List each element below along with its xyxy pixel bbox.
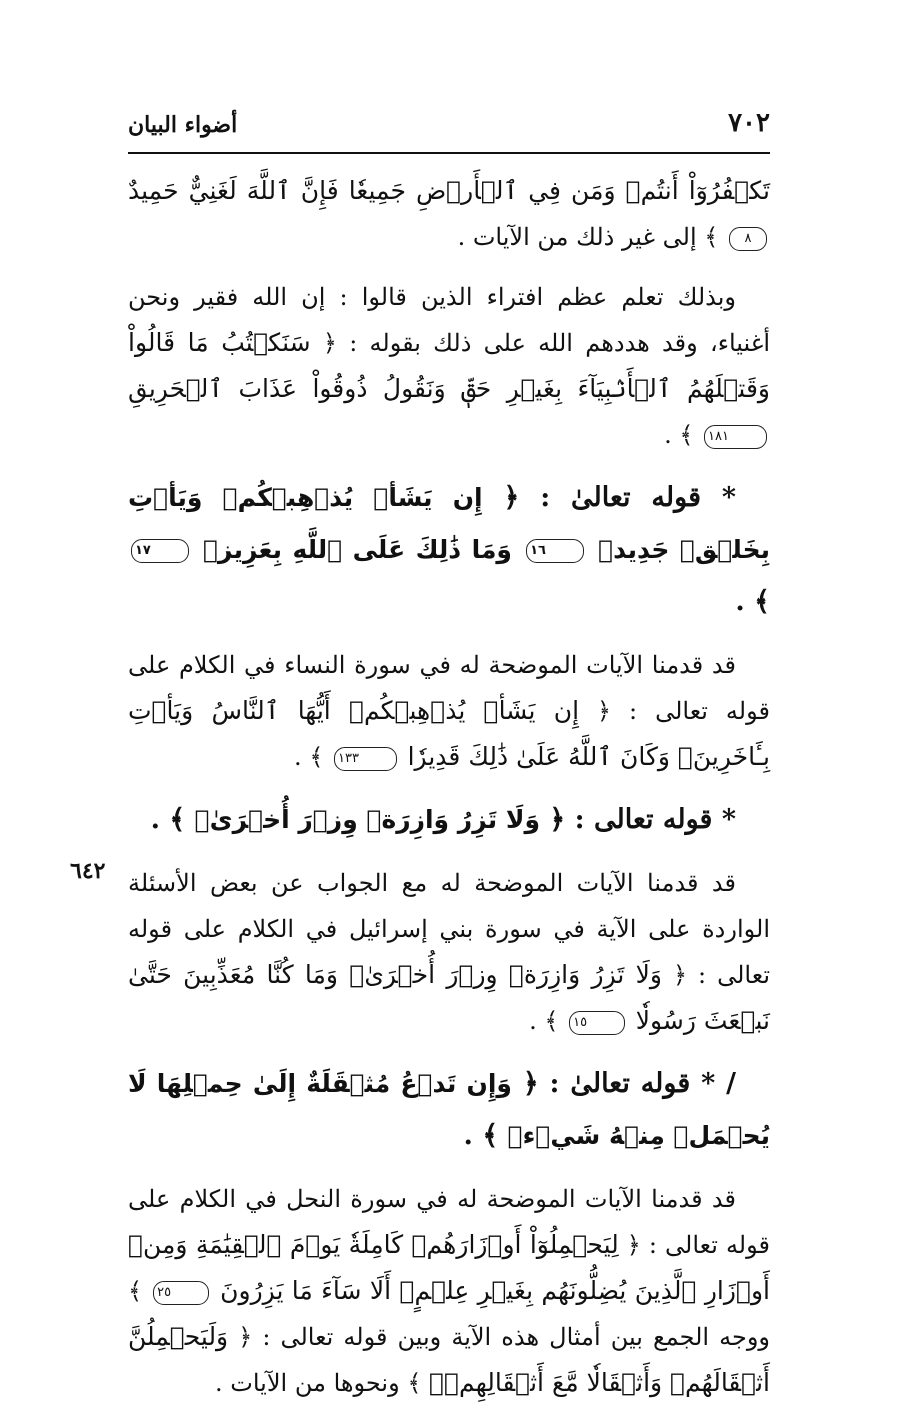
- ayah-number-marker: ١٨١: [704, 425, 767, 449]
- heading-label: قوله تعالىٰ :: [540, 482, 701, 513]
- quran-verse: سَنَكۡتُبُ مَا قَالُواْ وَقَتۡلَهُمُ ٱلۡأَنۢبِيَآءَ بِغَيۡرِ حَقّٖ وَنَقُولُ ذُوقُواْ عَذَابَ ٱلۡحَرِيقِ: [128, 328, 770, 403]
- ayah-number-marker: ١٧: [131, 539, 189, 563]
- sentence-end: .: [463, 1120, 473, 1151]
- star-icon: *: [721, 804, 736, 835]
- ayah-number-marker: ١٦: [526, 539, 584, 563]
- section-heading-1: [128, 472, 770, 628]
- brace-close-icon: ﴾: [704, 223, 719, 251]
- brace-open-icon: ﴿: [503, 482, 520, 513]
- brace-open-icon: ﴿: [522, 1068, 539, 1099]
- paragraph-text: ووجه الجمع بين أمثال هذه الآية وبين قوله تعالى :: [262, 1323, 771, 1351]
- brace-close-icon: ﴾: [679, 421, 694, 449]
- sentence-end: .: [735, 586, 745, 617]
- paragraph-1: [128, 168, 770, 260]
- sentence-end: .: [529, 1007, 537, 1035]
- quran-verse: إِن يَشَأۡ يُذۡهِبۡكُمۡ أَيُّهَا ٱلنَّاسُ وَيَأۡتِ بِـَٔاخَرِينَۚ وَكَانَ ٱللَّهُ عَلَىٰ ذَٰلِكَ قَدِيرٗا: [128, 696, 770, 771]
- page-header: [128, 108, 770, 148]
- paragraph-text: وبذلك تعلم عظم افتراء الذين قالوا : إن الله فقير ونحن أغنياء، وقد هددهم الله على ذلك بقوله :: [128, 283, 771, 357]
- sentence-end: .: [150, 804, 161, 835]
- brace-close-icon: ﴾: [128, 1277, 143, 1305]
- brace-open-icon: ﴿: [597, 697, 612, 725]
- quran-verse: وَلَا تَزِرُ وَازِرَةٞ وِزۡرَ أُخۡرَىٰۗ وَمَا كُنَّا مُعَذِّبِينَ حَتَّىٰ نَبۡعَثَ رَسُولٗا: [128, 960, 770, 1035]
- quran-verse: وَمَا ذَٰلِكَ عَلَى ٱللَّهِ بِعَزِيزٖ: [203, 535, 512, 564]
- running-title: أضواء البيان: [128, 112, 238, 138]
- quran-verse: وَإِن تَدۡعُ مُثۡقَلَةٌ إِلَىٰ حِمۡلِهَا لَا يُحۡمَلۡ مِنۡهُ شَيۡءٞ: [128, 1069, 770, 1150]
- paragraph-3: [128, 642, 770, 780]
- brace-close-icon: ﴾: [169, 804, 186, 835]
- brace-close-icon: ﴾: [407, 1369, 422, 1397]
- heading-label: قوله تعالى :: [574, 804, 713, 835]
- quran-verse: وَلَيَحۡمِلُنَّ أَثۡقَالَهُمۡ وَأَثۡقَالٗا مَّعَ أَثۡقَالِهِمۡۖ: [128, 1322, 770, 1397]
- sentence-end: .: [294, 743, 302, 771]
- paragraph-5: [128, 1176, 770, 1406]
- brace-open-icon: ﴿: [322, 329, 337, 357]
- heading-label: قوله تعالىٰ :: [549, 1068, 691, 1099]
- brace-close-icon: ﴾: [482, 1120, 499, 1151]
- quran-verse: إِن يَشَأۡ يُذۡهِبۡكُمۡ وَيَأۡتِ بِخَلۡقٖ جَدِيدٖ: [128, 483, 770, 564]
- quran-verse: تَكۡفُرُوٓاْ أَنتُمۡ وَمَن فِي ٱلۡأَرۡضِ جَمِيعٗا فَإِنَّ ٱللَّهَ لَغَنِيٌّ حَمِيدٌ: [128, 176, 770, 205]
- section-heading-3: [128, 1058, 770, 1162]
- page-body: [128, 168, 770, 1406]
- ayah-number-marker: ١٣٣: [334, 747, 397, 771]
- section-heading-2: [128, 794, 770, 846]
- paragraph-2: [128, 274, 770, 458]
- quran-verse: وَلَا تَزِرُ وَازِرَةٞ وِزۡرَ أُخۡرَىٰۚ: [194, 805, 540, 834]
- paragraph-text: ونحوها من الآيات .: [214, 1369, 400, 1397]
- brace-close-icon: ﴾: [754, 586, 770, 617]
- paragraph-text: قد قدمنا الآيات الموضحة له في سورة النحل في الكلام على قوله تعالى :: [128, 1185, 770, 1259]
- brace-open-icon: ﴿: [549, 804, 566, 835]
- paragraph-text: قد قدمنا الآيات الموضحة له في سورة النساء في الكلام على قوله تعالى :: [128, 651, 770, 725]
- star-icon: *: [721, 482, 736, 513]
- brace-close-icon: ﴾: [544, 1007, 559, 1035]
- brace-open-icon: ﴿: [672, 961, 688, 989]
- sentence-end: .: [664, 421, 672, 449]
- paragraph-text: إلى غير ذلك من الآيات .: [457, 223, 697, 251]
- margin-page-reference: ٦٤٢: [70, 858, 106, 884]
- quran-verse: لِيَحۡمِلُوٓاْ أَوۡزَارَهُمۡ كَامِلَةٗ يَوۡمَ ٱلۡقِيَٰمَةِ وَمِنۡ أَوۡزَارِ ٱلَّذِينَ يُضِلُّونَهُم بِغَيۡرِ عِلۡمٍۗ أَلَا سَآءَ مَا يَزِرُونَ: [128, 1230, 770, 1305]
- paragraph-4: [128, 860, 770, 1044]
- brace-open-icon: ﴿: [238, 1323, 253, 1351]
- paragraph-text: قد قدمنا الآيات الموضحة له مع الجواب عن بعض الأسئلة الواردة على الآية في سورة بني إسرائيل في الكلام على قوله تعالى :: [128, 869, 770, 989]
- page-number: ٧٠٢: [728, 108, 770, 138]
- brace-open-icon: ﴿: [626, 1231, 641, 1259]
- page-break-marker: /: [726, 1068, 736, 1099]
- star-icon: *: [701, 1068, 716, 1099]
- ayah-number-marker: ١٥: [569, 1011, 625, 1035]
- ayah-number-marker: ٨: [729, 227, 767, 251]
- header-divider: [128, 152, 770, 154]
- ayah-number-marker: ٢٥: [153, 1281, 209, 1305]
- brace-close-icon: ﴾: [309, 743, 324, 771]
